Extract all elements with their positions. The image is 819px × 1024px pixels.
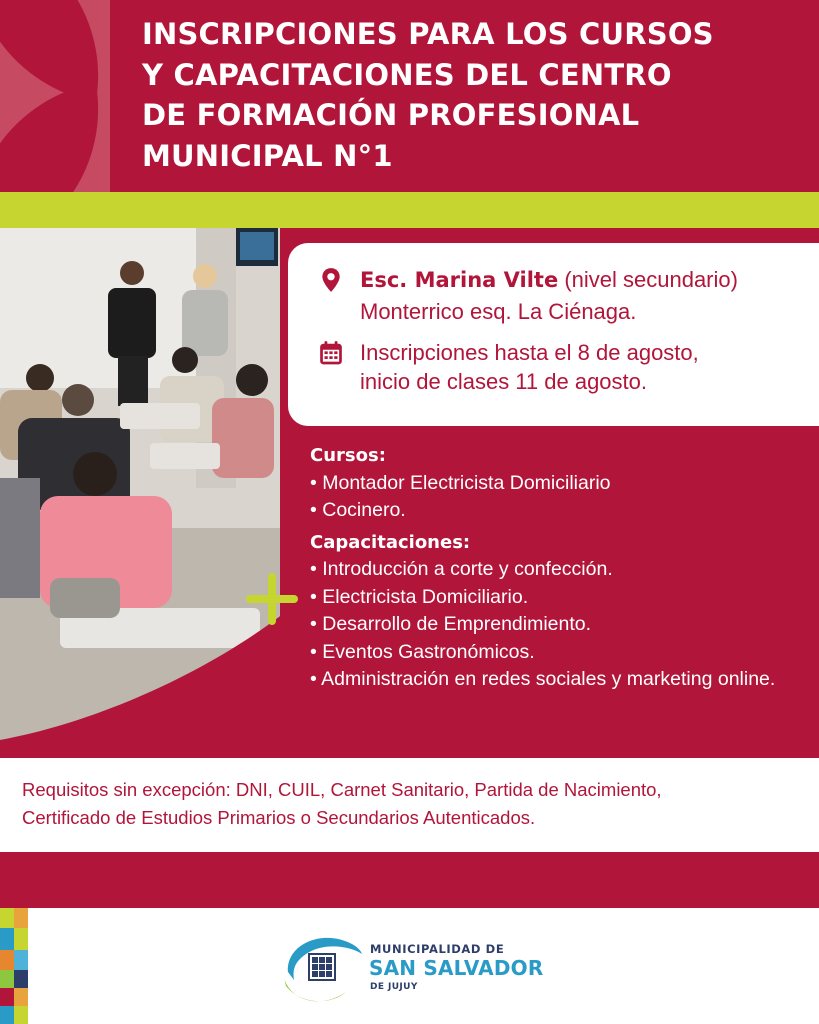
courses-heading: Cursos: bbox=[310, 445, 386, 466]
requirements-box bbox=[0, 758, 819, 852]
dates-line-2: inicio de clases 11 de agosto. bbox=[360, 369, 647, 394]
calendar-icon bbox=[318, 340, 344, 366]
bottom-red-band bbox=[0, 852, 819, 908]
plus-icon bbox=[246, 573, 298, 625]
logo-line-1: MUNICIPALIDAD DE bbox=[370, 942, 505, 956]
title-line: MUNICIPAL N°1 bbox=[142, 138, 393, 173]
title-line: Y CAPACITACIONES DEL CENTRO bbox=[142, 57, 672, 92]
logo-emblem-icon bbox=[280, 928, 364, 1008]
training-item: • Introducción a corte y confección. bbox=[310, 558, 613, 580]
training-item: • Electricista Domiciliario. bbox=[310, 585, 529, 608]
address-text: Monterrico esq. La Ciénaga. bbox=[360, 299, 637, 324]
footer bbox=[0, 908, 819, 1024]
requirements-text bbox=[22, 776, 812, 832]
course-list bbox=[310, 442, 810, 694]
requirements-line: Requisitos sin excepción: DNI, CUIL, Carnet Sanitario, Partida de Nacimiento, bbox=[22, 779, 662, 800]
lime-stripe bbox=[0, 192, 819, 228]
trainings-heading: Capacitaciones: bbox=[310, 531, 471, 553]
logo-line-2: SAN SALVADOR bbox=[369, 956, 544, 980]
page-title bbox=[142, 14, 802, 176]
location-info-card bbox=[288, 243, 819, 426]
training-item: • Desarrollo de Emprendimiento. bbox=[310, 613, 592, 635]
school-level: (nivel secundario) bbox=[558, 267, 738, 292]
title-line: DE FORMACIÓN PROFESIONAL bbox=[142, 98, 640, 132]
dates-line-1: Inscripciones hasta el 8 de agosto, bbox=[360, 340, 699, 365]
decorative-petal-corner bbox=[0, 0, 110, 192]
title-line: INSCRIPCIONES PARA LOS CURSOS bbox=[142, 17, 714, 51]
training-item: • Eventos Gastronómicos. bbox=[310, 640, 535, 663]
color-mosaic-decoration bbox=[0, 908, 28, 1024]
course-item: • Montador Electricista Domiciliario bbox=[310, 471, 611, 494]
header-banner bbox=[0, 0, 819, 192]
school-name: Esc. Marina Vilte bbox=[360, 268, 559, 292]
training-item: • Administración en redes sociales y marketing online. bbox=[310, 668, 776, 690]
location-pin-icon bbox=[318, 267, 344, 293]
logo-line-3: DE JUJUY bbox=[370, 982, 418, 992]
requirements-line: Certificado de Estudios Primarios o Secundarios Autenticados. bbox=[22, 807, 536, 828]
municipality-logo bbox=[280, 928, 570, 1008]
course-item: • Cocinero. bbox=[310, 499, 406, 521]
school-text bbox=[360, 265, 738, 295]
